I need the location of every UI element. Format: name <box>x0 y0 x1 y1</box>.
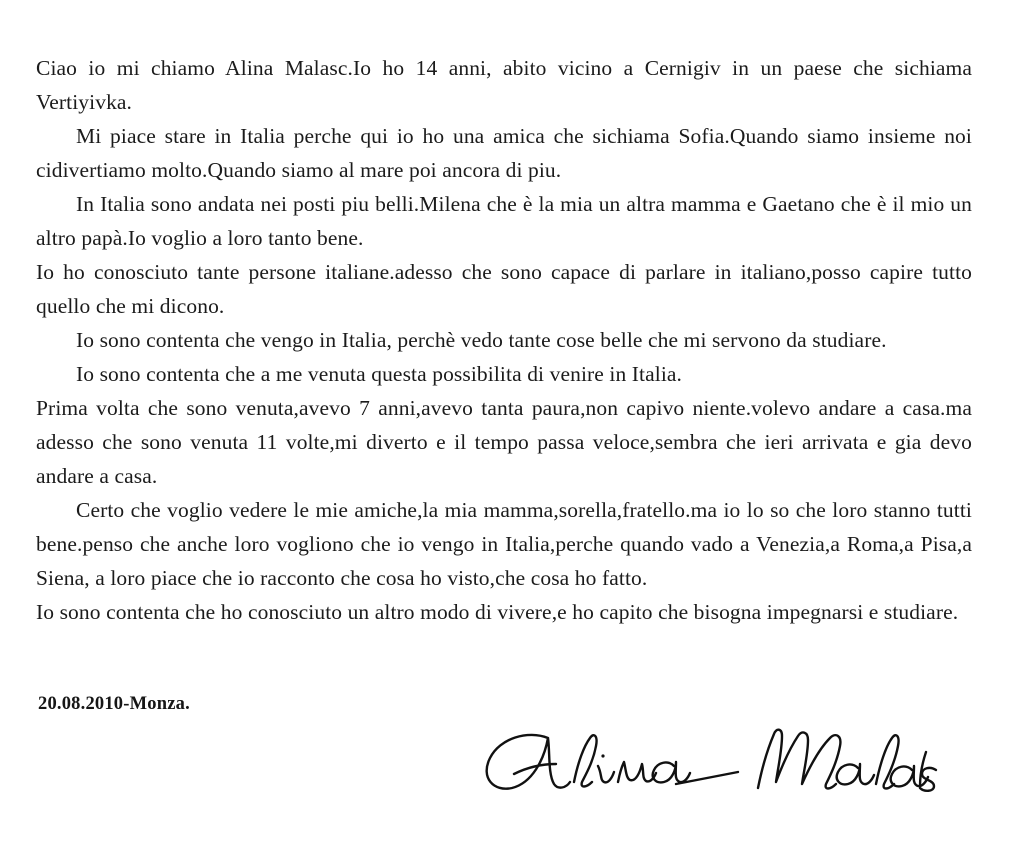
paragraph: Io ho conosciuto tante persone italiane.adesso che sono capace di parlare in italiano,posso capire tutto quello che mi dicono. <box>36 259 972 318</box>
paragraph: Mi piace stare in Italia perche qui io ho una amica che sichiama Sofia.Quando siamo insieme noi cidivertiamo molto.Quando siamo al mare poi ancora di piu. <box>36 123 972 182</box>
paragraph: Io sono contenta che ho conosciuto un altro modo di vivere,e ho capito che bisogna impegnarsi e studiare. <box>36 599 959 624</box>
paragraph: Ciao io mi chiamo Alina Malasc.Io ho 14 anni, abito vicino a Cernigiv in un paese che sichiama Vertiyivka. <box>36 56 972 114</box>
letter-body <box>36 52 972 629</box>
paragraph: In Italia sono andata nei posti piu belli.Milena che è la mia un altra mamma e Gaetano che è il mio un altro papà.Io voglio a loro tanto bene. <box>36 191 972 250</box>
signature <box>470 718 940 808</box>
paragraph: Prima volta che sono venuta,avevo 7 anni,avevo tanta paura,non capivo niente.volevo andare a casa.ma adesso che sono venuta 11 volte,mi diverto e il tempo passa veloce,sembra che ieri arrivata e gia devo andare a casa. <box>36 395 972 488</box>
date-location-line: 20.08.2010-Monza. <box>38 694 190 714</box>
paragraph: Io sono contenta che a me venuta questa possibilita di venire in Italia. <box>76 361 683 386</box>
paragraph: Io sono contenta che vengo in Italia, perchè vedo tante cose belle che mi servono da studiare. <box>76 327 887 352</box>
paragraph: Certo che voglio vedere le mie amiche,la mia mamma,sorella,fratello.ma io lo so che loro stanno tutti bene.penso che anche loro vogliono che io vengo in Italia,perche quando vado a Venezia,a Roma,a Pisa,a Siena, a loro piace che io racconto che cosa ho visto,che cosa ho fatto. <box>36 497 972 590</box>
